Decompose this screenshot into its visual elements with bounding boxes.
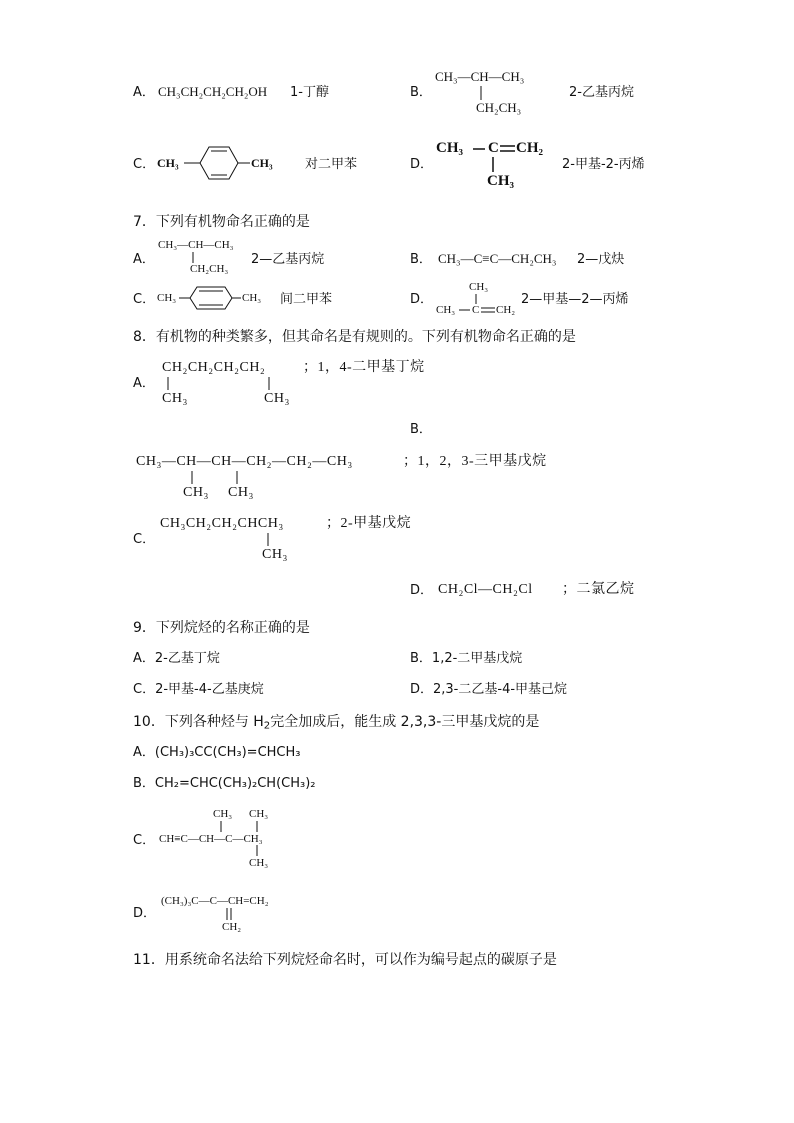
methyl-left: CH₃	[436, 140, 463, 156]
option-label: D．	[410, 292, 434, 307]
compound-name: 2—戊炔	[577, 252, 625, 267]
methyl-right: CH₃	[228, 485, 254, 500]
compound-name: ；二氯乙烷	[562, 582, 635, 597]
compound-name: ；1，2，3-三甲基戊烷	[403, 454, 547, 469]
question-11-stem: 11．用系统命名法给下列烷烃命名时，可以作为编号起点的碳原子是	[133, 952, 557, 968]
option-label: D．	[133, 906, 157, 921]
option-label: B．	[410, 85, 432, 100]
methyl-left: CH₃	[183, 485, 209, 500]
q9-option-a[interactable]: A．2-乙基丁烷	[133, 651, 220, 666]
q10-option-b[interactable]: B．CH₂=CHC(CH₃)₂CH(CH₃)₂	[133, 776, 316, 791]
formula-main-chain: CH₃—CH—CH₃	[435, 69, 525, 84]
methyl-bottom: CH₃	[487, 173, 514, 189]
methyl-bottom: CH₃	[262, 547, 288, 562]
q10-option-a[interactable]: A．(CH₃)₃CC(CH₃)=CHCH₃	[133, 745, 301, 760]
formula: CH₂Cl—CH₂Cl	[438, 582, 533, 597]
question-7-stem: 7．下列有机物命名正确的是	[133, 214, 310, 230]
methyl-top: CH₃	[469, 281, 489, 293]
compound-name: ；2-甲基戊烷	[326, 516, 412, 531]
option-label: B．	[410, 252, 432, 267]
compound-name: 对二甲苯	[305, 157, 358, 172]
option-label: C．	[133, 833, 156, 848]
formula-main-chain: CH₃—CH—CH—CH₂—CH₂—CH₃	[136, 454, 353, 469]
question-8-stem: 8．有机物的种类繁多，但其命名是有规则的。下列有机物命名正确的是	[133, 329, 576, 345]
option-label: D．	[410, 583, 434, 598]
formula-main-chain: CH≡C—CH—C—CH₃	[159, 833, 263, 845]
methyl-left: CH₃	[157, 292, 177, 304]
compound-name: 2-甲基-2-丙烯	[562, 157, 645, 172]
methylene-bottom: CH₂	[222, 921, 242, 933]
methyl-right: CH₃	[251, 156, 273, 170]
option-label: A．	[133, 252, 155, 267]
option-label: C．	[133, 292, 156, 307]
formula-main-chain: CH₂CH₂CH₂CH₂	[162, 360, 266, 375]
option-label: A．	[133, 376, 155, 391]
methyl-bottom: CH₃	[249, 857, 269, 869]
compound-name: ；1，4-二甲基丁烷	[303, 360, 425, 375]
methyl-left: CH₃	[436, 304, 456, 316]
compound-name: 2—乙基丙烷	[251, 252, 325, 267]
formula-main-chain: CH₃—CH—CH₃	[158, 239, 234, 251]
compound-name: 2-乙基丙烷	[569, 85, 634, 100]
option-label: B．	[410, 422, 432, 437]
formula-branch: CH₂CH₃	[476, 100, 522, 115]
option-label: C．	[133, 532, 156, 547]
methyl-top-right: CH₃	[249, 808, 269, 820]
formula-main-chain: (CH₃)₃C—C—CH=CH₂	[161, 895, 269, 907]
option-label: D．	[410, 157, 434, 172]
compound-name: 间二甲苯	[280, 292, 333, 307]
option-label: C．	[133, 157, 156, 172]
methylene-right: CH₂	[496, 304, 516, 316]
q9-option-d[interactable]: D．2,3-二乙基-4-甲基己烷	[410, 682, 568, 697]
methyl-right: CH₃	[242, 292, 262, 304]
formula: CH₃—C≡C—CH₂CH₃	[438, 251, 557, 266]
option-label: A．	[133, 85, 155, 100]
compound-name: 1-丁醇	[290, 85, 329, 100]
central-carbon: C	[488, 140, 499, 156]
question-10-stem: 10．下列各种烃与 $H_2$完全加成后，能生成 2,3,3-三甲基戊烷的是	[133, 714, 540, 732]
methyl-top-left: CH₃	[213, 808, 233, 820]
methyl-left: CH₃	[157, 156, 179, 170]
formula-branch: CH₂CH₃	[190, 263, 229, 275]
methyl-left: CH₃	[162, 391, 188, 406]
central-carbon: C	[472, 304, 480, 316]
question-9-stem: 9．下列烷烃的名称正确的是	[133, 620, 310, 636]
q9-option-b[interactable]: B．1,2-二甲基戊烷	[410, 651, 523, 666]
q9-option-c[interactable]: C．2-甲基-4-乙基庚烷	[133, 682, 264, 697]
methyl-right: CH₃	[264, 391, 290, 406]
formula-main-chain: CH₃CH₂CH₂CHCH₃	[160, 516, 284, 531]
compound-name: 2—甲基—2—丙烯	[521, 292, 629, 307]
methylene-right: CH₂	[516, 140, 543, 156]
formula: CH₃CH₂CH₂CH₂OH	[158, 84, 268, 99]
